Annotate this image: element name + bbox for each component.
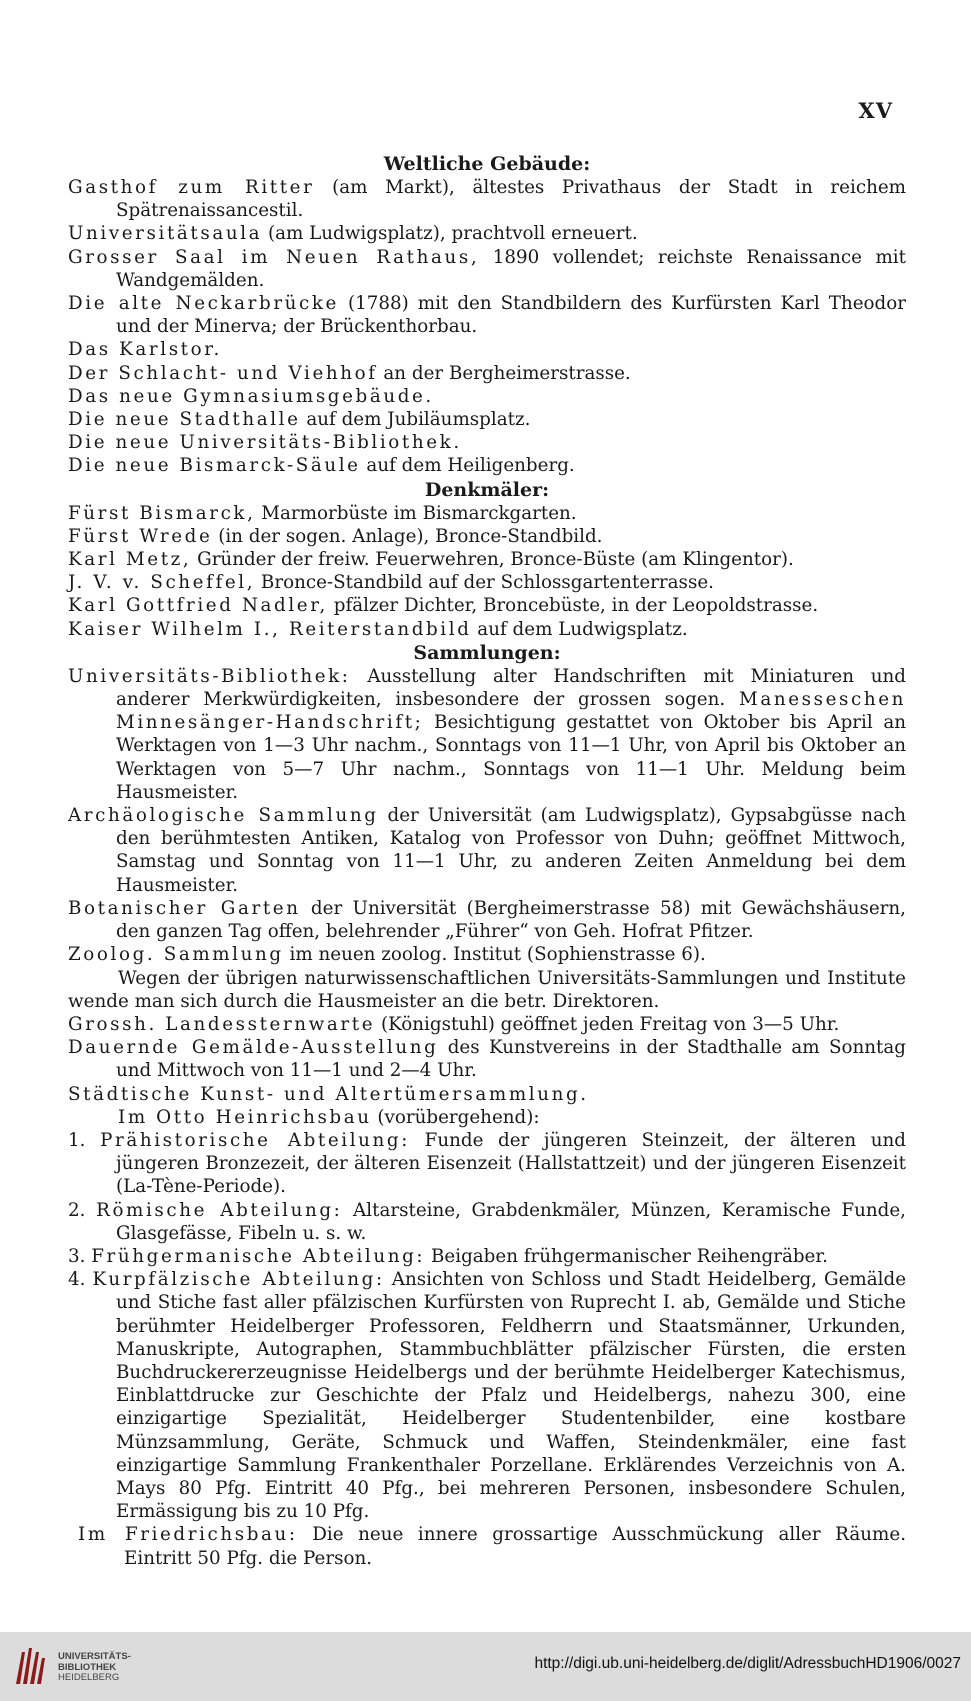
entry-wrede: Fürst Wrede (in der sogen. Anlage), Bronce-Standbild. xyxy=(68,525,603,547)
permalink-url[interactable]: http://digi.ub.uni-heidelberg.de/diglit/AdressbuchHD1906/0027 xyxy=(534,1655,961,1672)
entry-archaeologisch: Archäologische Sammlung der Universität (am Ludwigsplatz), Gypsabgüsse nach den berühmtesten Antiken, Katalog von Professor von Duhn; geöffnet Mittwoch, Samstag und Sonntag von 11—1 Uhr, zu anderen Zeiten Anmeldung bei dem Hausmeister. xyxy=(68,805,906,896)
entry-wegen: Wegen der übrigen naturwissenschaftlichen Universitäts-Sammlungen und Institute wende man sich durch die Hausmeister an die betr. Direktoren. xyxy=(68,967,906,1012)
entry-saal: Grosser Saal im Neuen Rathaus, 1890 vollendet; reichste Renaissance mit Wandgemälden. xyxy=(68,246,907,291)
section-heading-sammlungen: Sammlungen: xyxy=(413,641,561,664)
entry-sternwarte: Grossh. Landessternwarte (Königstuhl) geöffnet jeden Freitag von 3—5 Uhr. xyxy=(68,1013,840,1035)
entry-bismarck: Fürst Bismarck, Marmorbüste im Bismarckgarten. xyxy=(68,502,577,524)
section-heading-denkmaeler: Denkmäler: xyxy=(424,478,550,501)
entry-botanisch: Botanischer Garten der Universität (Bergheimerstrasse 58) mit Gewächshäusern, den ganzen Tag offen, belehrender „Führer“ von Geh. Hofrat Pfitzer. xyxy=(68,897,906,943)
entry-otto-heinrichsbau: Im Otto Heinrichsbau (vorübergehend): xyxy=(118,1106,540,1128)
entry-karlstor: Das Karlstor. xyxy=(68,339,222,361)
entry-metz: Karl Metz, Gründer der freiw. Feuerwehren, Bronce-Büste (am Klingentor). xyxy=(68,549,794,571)
entry-stadthalle: Die neue Stadthalle auf dem Jubiläumsplatz. xyxy=(68,409,531,431)
entry-nadler: Karl Gottfried Nadler, pfälzer Dichter, Broncebüste, in der Leopoldstrasse. xyxy=(68,595,819,617)
entry-schlachthof: Der Schlacht- und Viehhof an der Bergheimerstrasse. xyxy=(68,362,631,384)
entry-abteilung-4: 4. Kurpfälzische Abteilung: Ansichten von Schloss und Stadt Heidelberg, Gemälde und Stiche fast aller pfälzischen Kurfürsten von Ruprecht I. ab, Gemälde und Stiche berühmter Heidelberger Professoren, Feldherrn und Staatsmänner, Urkunden, Manuskripte, Autographen, Stammbuchblätter pfälzischer Fürsten, die ersten Buchdruckererzeugnisse Heidelbergs und der berühmte Heidelberger Katechismus, Einblattdrucke zur Geschichte der Pfalz und Heidelbergs, nahezu 300, eine einzigartige Spezialität, Heidelberger Studentenbilder, eine kostbare Münzsammlung, Geräte, Schmuck und Waffen, Steindenkmäler, eine fast einzigartige Sammlung Frankenthaler Porzellane. Erklärendes Verzeichnis von A. Mays 80 Pfg. Eintritt 40 Pfg., bei mehreren Personen, insbesondere Schulen, Ermässigung bis zu 10 Pfg. xyxy=(68,1269,907,1523)
entry-aula: Universitätsaula (am Ludwigsplatz), prachtvoll erneuert. xyxy=(68,223,638,245)
section-heading-weltliche: Weltliche Gebäude: xyxy=(383,153,591,175)
library-logo-text: UNIVERSITÄTS- BIBLIOTHEK HEIDELBERG xyxy=(58,1651,131,1683)
entry-bibliothek: Die neue Universitäts-Bibliothek. xyxy=(68,432,462,454)
page-number: XV xyxy=(858,98,893,123)
entry-abteilung-1: 1. Prähistorische Abteilung: Funde der jüngeren Steinzeit, der älteren und jüngeren Bronzezeit, der älteren Eisenzeit (Hallstattzeit) und der jüngeren Eisenzeit (La-Tène-Periode). xyxy=(68,1129,907,1198)
viewer-footer xyxy=(0,1632,971,1701)
entry-neckarbruecke: Die alte Neckarbrücke (1788) mit den Standbildern des Kurfürsten Karl Theodor und der Minerva; der Brückenthorbau. xyxy=(68,293,907,338)
entry-abteilung-3: 3. Frühgermanische Abteilung: Beigaben frühgermanischer Reihengräber. xyxy=(68,1245,828,1267)
entry-universitaets-bibliothek: Universitäts-Bibliothek: Ausstellung alter Handschriften mit Miniaturen und anderer Merkwürdigkeiten, insbesondere der grossen sogen. Manesseschen Minnesänger-Handschrift; Besichtigung gestattet von Oktober bis April an Werktagen von 1—3 Uhr nachm., Sonntags von 11—1 Uhr, von April bis Oktober an Werktagen von 5—7 Uhr nachm., Sonntags von 11—1 Uhr. Meldung beim Hausmeister. xyxy=(68,665,906,803)
entry-bismarck-saeule: Die neue Bismarck-Säule auf dem Heiligenberg. xyxy=(68,455,575,477)
library-logo-icon xyxy=(12,1646,50,1686)
entry-scheffel: J. V. v. Scheffel, Bronce-Standbild auf der Schlossgartenterrasse. xyxy=(68,572,714,594)
entry-friedrichsbau: Im Friedrichsbau: Die neue innere grossartige Ausschmückung aller Räume. Eintritt 50 Pfg. die Person. xyxy=(78,1524,907,1569)
entry-zoolog: Zoolog. Sammlung im neuen zoolog. Institut (Sophienstrasse 6). xyxy=(68,944,706,966)
entry-gymnasium: Das neue Gymnasiumsgebäude. xyxy=(68,385,434,407)
entry-staedtische: Städtische Kunst- und Altertümersammlung. xyxy=(68,1083,589,1105)
entry-gemaelde: Dauernde Gemälde-Ausstellung des Kunstvereins in der Stadthalle am Sonntag und Mittwoch von 11—1 und 2—4 Uhr. xyxy=(68,1037,906,1082)
page-text xyxy=(68,152,906,1570)
library-logo[interactable] xyxy=(12,1644,182,1690)
entry-wilhelm: Kaiser Wilhelm I., Reiterstandbild auf dem Ludwigsplatz. xyxy=(68,618,688,640)
entry-gasthof: Gasthof zum Ritter (am Markt), ältestes Privathaus der Stadt in reichem Spätrenaissancestil. xyxy=(68,177,906,222)
entry-abteilung-2: 2. Römische Abteilung: Altarsteine, Grabdenkmäler, Münzen, Keramische Funde, Glasgefässe, Fibeln u. s. w. xyxy=(68,1199,906,1244)
